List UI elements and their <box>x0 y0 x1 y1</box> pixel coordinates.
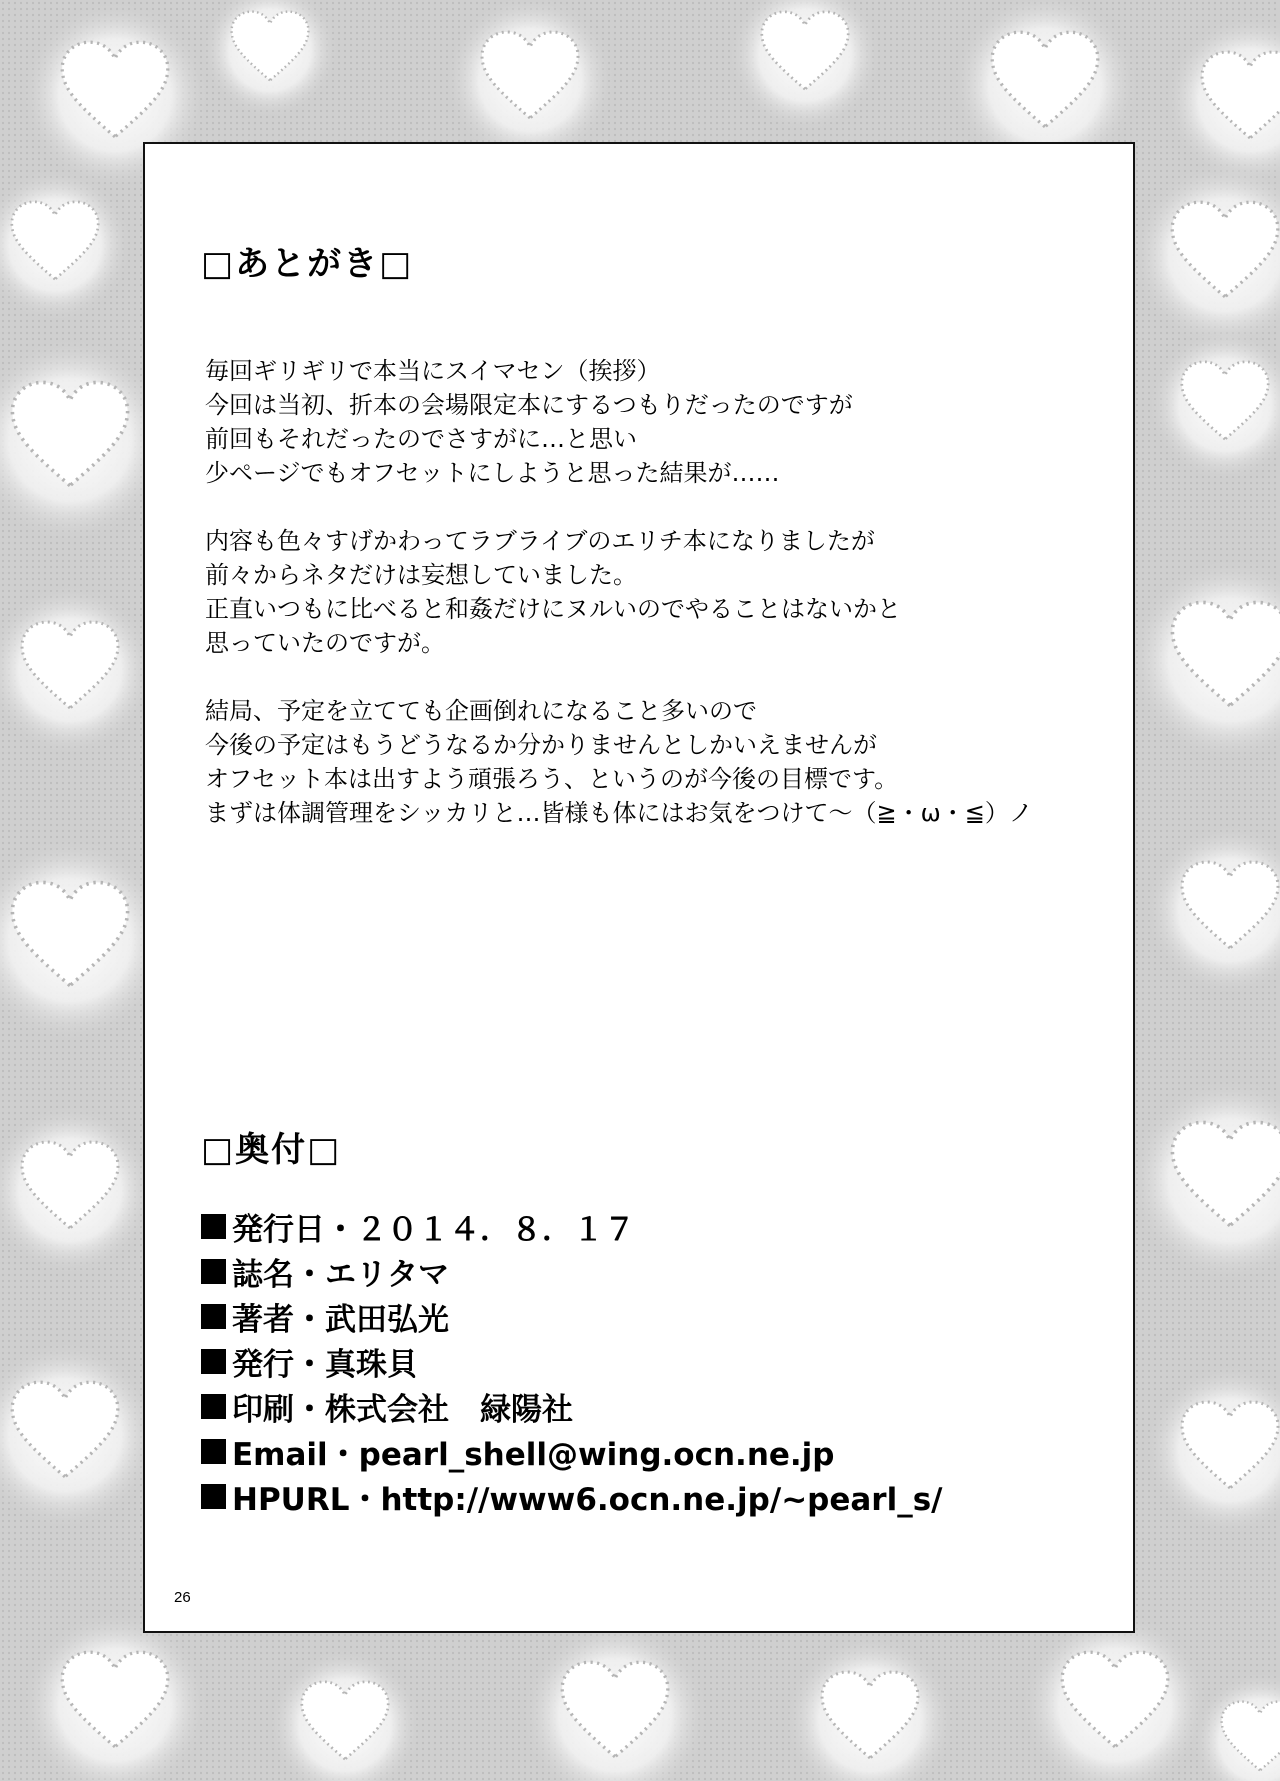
colophon-item-homepage-url <box>201 1474 1101 1519</box>
colophon-item-title <box>201 1249 1101 1294</box>
page-number: 26 <box>174 1589 191 1606</box>
colophon-item-text: 誌名・エリタマ <box>232 1257 449 1293</box>
afterword-line: まずは体調管理をシッカリと…皆様も体にはお気をつけて～（≧・ω・≦）ノ <box>205 799 1033 827</box>
colophon-item-printer <box>201 1384 1101 1429</box>
square-bullet-icon <box>201 1439 226 1464</box>
square-bullet-icon <box>201 1259 226 1284</box>
afterword-line: 少ページでもオフセットにしようと思った結果が…… <box>205 459 780 487</box>
square-bullet-icon <box>201 1349 226 1374</box>
colophon-list <box>201 1204 1101 1519</box>
colophon-item-text: 発行・真珠貝 <box>232 1347 418 1383</box>
afterword-paragraph <box>205 354 1105 490</box>
square-bullet-icon <box>201 1214 226 1239</box>
colophon-item-author <box>201 1294 1101 1339</box>
afterword-line: 前々からネタだけは妄想していました。 <box>205 561 637 589</box>
colophon-item-text: HPURL・http://www6.ocn.ne.jp/~pearl_s/ <box>232 1482 943 1518</box>
afterword-line: 正直いつもに比べると和姦だけにヌルいのでやることはないかと <box>205 595 901 623</box>
square-bullet-icon <box>201 1304 226 1329</box>
afterword-heading: □あとがき□ <box>201 244 414 284</box>
colophon-heading: □奥付□ <box>201 1130 342 1170</box>
colophon-item-text: 著者・武田弘光 <box>232 1302 449 1338</box>
colophon-item-text: 発行日・２０１４．８．１７ <box>232 1212 635 1248</box>
afterword-line: 内容も色々すげかわってラブライブのエリチ本になりましたが <box>205 527 875 555</box>
afterword-line: 思っていたのですが。 <box>205 629 445 657</box>
afterword-line: オフセット本は出すよう頑張ろう、というのが今後の目標です。 <box>205 765 899 793</box>
colophon-item-publisher <box>201 1339 1101 1384</box>
afterword-line: 結局、予定を立てても企画倒れになること多いので <box>205 697 757 725</box>
colophon-item-text: Email・pearl_shell@wing.ocn.ne.jp <box>232 1437 835 1473</box>
afterword-page-frame <box>143 142 1135 1633</box>
afterword-line: 毎回ギリギリで本当にスイマセン（挨拶） <box>205 357 661 385</box>
afterword-line: 前回もそれだったのでさすがに…と思い <box>205 425 637 453</box>
square-bullet-icon <box>201 1394 226 1419</box>
afterword-line: 今回は当初、折本の会場限定本にするつもりだったのですが <box>205 391 853 419</box>
afterword-line: 今後の予定はもうどうなるか分かりませんとしかいえませんが <box>205 731 877 759</box>
colophon-item-email <box>201 1429 1101 1474</box>
colophon-item-text: 印刷・株式会社 緑陽社 <box>232 1392 573 1428</box>
square-bullet-icon <box>201 1484 226 1509</box>
afterword-body <box>205 354 1105 864</box>
colophon-item-publish-date <box>201 1204 1101 1249</box>
afterword-paragraph <box>205 694 1105 830</box>
afterword-paragraph <box>205 524 1105 660</box>
